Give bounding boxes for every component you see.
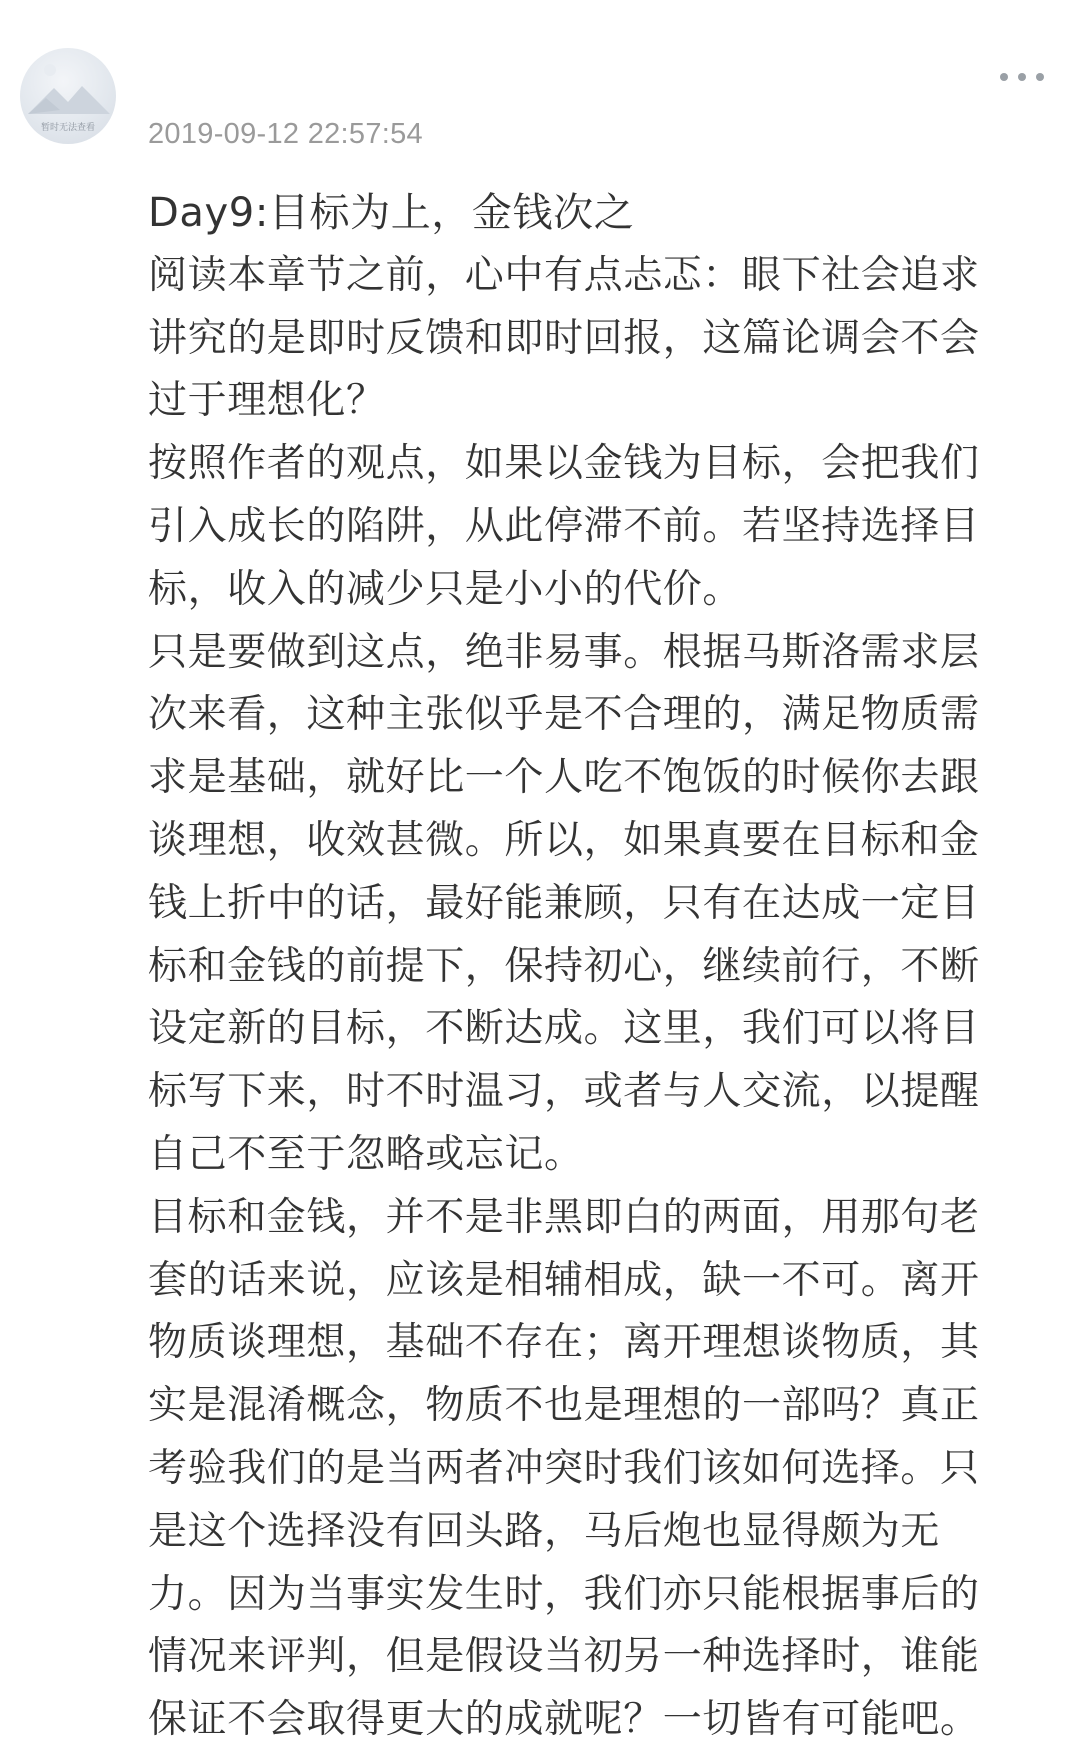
body-line: 是这个选择没有回头路，马后炮也显得颇为无 (148, 1508, 941, 1554)
body-line: 保证不会取得更大的成就呢？一切皆有可能吧。 (148, 1697, 980, 1743)
body-line: 力。因为当事实发生时，我们亦只能根据事后的 (148, 1571, 980, 1617)
body-line: 阅读本章节之前，心中有点忐忑：眼下社会追求 (148, 252, 980, 298)
body-line: 设定新的目标，不断达成。这里，我们可以将目 (148, 1006, 980, 1052)
body-line: 情况来评判，但是假设当初另一种选择时，谁能 (148, 1634, 980, 1680)
more-horizontal-icon (1036, 73, 1044, 81)
avatar-caption: 暂时无法查看 (40, 123, 95, 133)
post-title: Day9:目标为上，金钱次之 (148, 190, 635, 236)
post-timestamp: 2019-09-12 22:57:54 (148, 118, 423, 150)
body-line: 只是要做到这点，绝非易事。根据马斯洛需求层 (148, 629, 980, 675)
body-line: 引入成长的陷阱，从此停滞不前。若坚持选择目 (148, 503, 980, 549)
body-line: 实是混淆概念，物质不也是理想的一部吗？真正 (148, 1383, 980, 1429)
avatar[interactable] (20, 48, 116, 144)
body-line: 物质谈理想，基础不存在；离开理想谈物质，其 (148, 1320, 980, 1366)
body-line: 讲究的是即时反馈和即时回报，这篇论调会不会 (148, 315, 980, 361)
more-horizontal-icon (1018, 73, 1026, 81)
more-options-button[interactable] (1000, 66, 1044, 88)
body-line: 过于理想化？ (148, 378, 386, 424)
post-body (148, 182, 1038, 1752)
body-line: 目标和金钱，并不是非黑即白的两面，用那句老 (148, 1194, 980, 1240)
body-line: 套的话来说，应该是相辅相成，缺一不可。离开 (148, 1257, 980, 1303)
body-line: 钱上折中的话，最好能兼顾，只有在达成一定目 (148, 880, 980, 926)
more-horizontal-icon (1000, 73, 1008, 81)
body-line: 次来看，这种主张似乎是不合理的，满足物质需 (148, 692, 980, 738)
body-line: 求是基础，就好比一个人吃不饱饭的时候你去跟 (148, 755, 980, 801)
body-line: 考验我们的是当两者冲突时我们该如何选择。只 (148, 1445, 980, 1491)
body-line: 按照作者的观点，如果以金钱为目标，会把我们 (148, 441, 980, 487)
body-line: 自己不至于忽略或忘记。 (148, 1131, 584, 1177)
body-line: 标写下来，时不时温习，或者与人交流，以提醒 (148, 1069, 980, 1115)
body-line: 谈理想，收效甚微。所以，如果真要在目标和金 (148, 817, 980, 863)
body-line: 标和金钱的前提下，保持初心，继续前行，不断 (148, 943, 980, 989)
body-line: 标，收入的减少只是小小的代价。 (148, 566, 743, 612)
